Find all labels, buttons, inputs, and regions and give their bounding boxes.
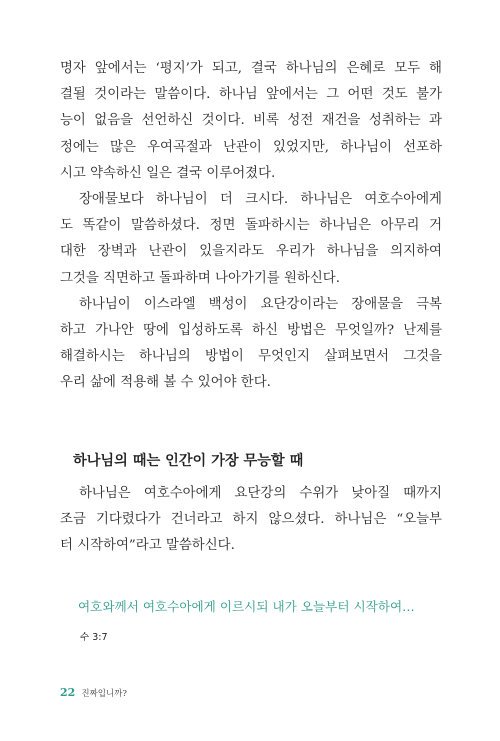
scripture-quote: 여호와께서 여호수아에게 이르시되 내가 오늘부터 시작하여… <box>78 599 415 614</box>
paragraph-4 <box>60 481 442 560</box>
page-number: 22 <box>60 686 76 699</box>
text-line: 우리 삶에 적용해 볼 수 있어야 한다. <box>60 375 271 391</box>
section-body <box>60 481 442 560</box>
text-line: 해결하시는 하나님의 방법이 무엇인지 살펴보면서 그것을 <box>60 349 442 365</box>
text-line: 도 똑같이 말씀하셨다. 정면 돌파하시는 하나님은 아무리 거 <box>60 218 442 234</box>
text-line: 명자 앞에서는 ‘평지’가 되고, 결국 하나님의 은혜로 모두 해 <box>60 61 442 76</box>
text-line: 결될 것이라는 말씀이다. 하나님 앞에서는 그 어떤 것도 불가 <box>60 87 442 103</box>
scripture-reference: 수 3:7 <box>80 632 108 643</box>
text-line: 대한 장벽과 난관이 있을지라도 우리가 하나님을 의지하여 <box>60 244 442 260</box>
text-line: 조금 기다렸다가 건너라고 하지 않으셨다. 하나님은 “오늘부 <box>60 512 442 528</box>
body-text <box>60 56 442 397</box>
paragraph-1 <box>60 56 442 187</box>
text-line: 장애물보다 하나님이 더 크시다. 하나님은 여호수아에게 <box>79 192 442 208</box>
text-line: 하나님은 여호수아에게 요단강의 수위가 낮아질 때까지 <box>79 486 442 501</box>
paragraph-3 <box>60 292 442 397</box>
text-line: 그것을 직면하고 돌파하며 나아가기를 원하신다. <box>60 270 340 286</box>
text-line: 시고 약속하신 일은 결국 이루어졌다. <box>60 165 276 181</box>
text-line: 정에는 많은 우여곡절과 난관이 있었지만, 하나님이 선포하 <box>60 139 442 155</box>
paragraph-2 <box>60 187 442 292</box>
text-line: 하고 가나안 땅에 입성하도록 하신 방법은 무엇일까? 난제를 <box>60 323 442 339</box>
running-title: 진짜입니까? <box>81 689 127 699</box>
text-line: 터 시작하여”라고 말씀하신다. <box>60 538 235 554</box>
text-line: 하나님이 이스라엘 백성이 요단강이라는 장애물을 극복 <box>79 296 442 312</box>
text-line: 능이 없음을 선언하신 것이다. 비록 성전 재건을 성취하는 과 <box>60 113 442 129</box>
section-heading: 하나님의 때는 인간이 가장 무능할 때 <box>73 453 304 469</box>
page-footer <box>60 686 127 699</box>
